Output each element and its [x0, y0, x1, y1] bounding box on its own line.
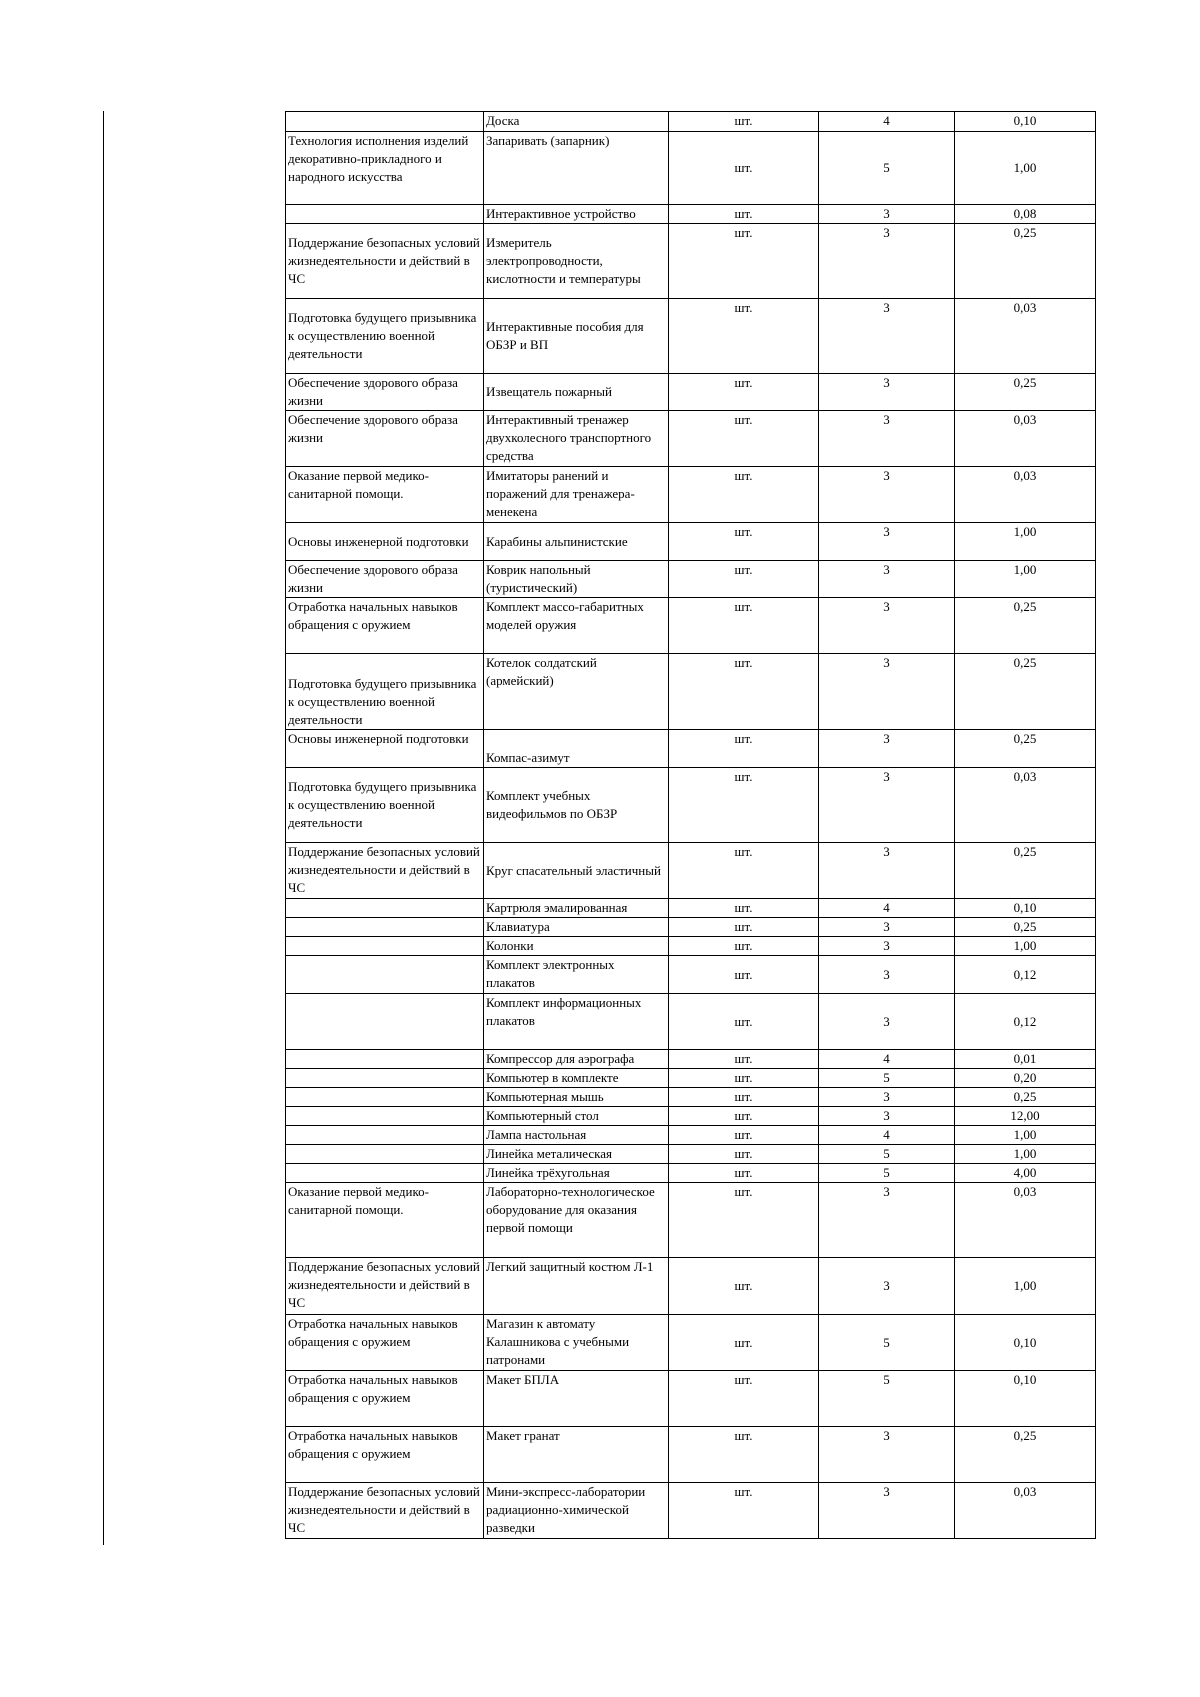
norm-cell: 0,03 — [955, 411, 1096, 467]
table-row — [286, 299, 1096, 374]
quantity-cell: 3 — [819, 730, 955, 768]
section-cell: Обеспечение здорового образа жизни — [286, 411, 484, 467]
quantity-cell: 4 — [819, 899, 955, 918]
item-name-cell: Легкий защитный костюм Л-1 — [484, 1258, 669, 1315]
item-name-cell: Запаривать (запарник) — [484, 132, 669, 205]
section-cell: Подготовка будущего призывника к осуществлению военной деятельности — [286, 299, 484, 374]
item-name-cell: Лампа настольная — [484, 1126, 669, 1145]
quantity-cell: 4 — [819, 1050, 955, 1069]
quantity-cell: 3 — [819, 843, 955, 899]
unit-cell: шт. — [669, 523, 819, 561]
table-row — [286, 1483, 1096, 1539]
quantity-cell: 3 — [819, 1088, 955, 1107]
norm-cell: 0,25 — [955, 224, 1096, 299]
norm-cell: 0,10 — [955, 112, 1096, 132]
unit-cell: шт. — [669, 205, 819, 224]
norm-cell: 0,03 — [955, 299, 1096, 374]
table-row — [286, 1050, 1096, 1069]
norm-cell: 0,01 — [955, 1050, 1096, 1069]
section-cell: Обеспечение здорового образа жизни — [286, 561, 484, 598]
norm-cell: 0,10 — [955, 1315, 1096, 1371]
table-row — [286, 843, 1096, 899]
item-name-cell: Клавиатура — [484, 918, 669, 937]
unit-cell: шт. — [669, 1371, 819, 1427]
unit-cell: шт. — [669, 994, 819, 1050]
section-cell: Отработка начальных навыков обращения с оружием — [286, 598, 484, 654]
section-cell — [286, 1107, 484, 1126]
section-cell — [286, 1126, 484, 1145]
section-cell — [286, 112, 484, 132]
unit-cell: шт. — [669, 1183, 819, 1258]
table-row — [286, 467, 1096, 523]
section-cell — [286, 1050, 484, 1069]
unit-cell: шт. — [669, 224, 819, 299]
norm-cell: 1,00 — [955, 937, 1096, 956]
quantity-cell: 3 — [819, 598, 955, 654]
table-row — [286, 1107, 1096, 1126]
table-row — [286, 523, 1096, 561]
section-cell — [286, 994, 484, 1050]
norm-cell: 1,00 — [955, 1258, 1096, 1315]
item-name-cell: Интерактивное устройство — [484, 205, 669, 224]
section-cell: Обеспечение здорового образа жизни — [286, 374, 484, 411]
quantity-cell: 5 — [819, 132, 955, 205]
quantity-cell: 3 — [819, 205, 955, 224]
table-row — [286, 994, 1096, 1050]
norm-cell: 0,03 — [955, 768, 1096, 843]
unit-cell: шт. — [669, 299, 819, 374]
quantity-cell: 3 — [819, 467, 955, 523]
item-name-cell: Компас-азимут — [484, 730, 669, 768]
norm-cell: 0,25 — [955, 918, 1096, 937]
unit-cell: шт. — [669, 730, 819, 768]
section-cell: Подготовка будущего призывника к осуществлению военной деятельности — [286, 768, 484, 843]
norm-cell: 0,20 — [955, 1069, 1096, 1088]
norm-cell: 0,10 — [955, 1371, 1096, 1427]
section-cell: Поддержание безопасных условий жизнедеятельности и действий в ЧС — [286, 224, 484, 299]
unit-cell: шт. — [669, 654, 819, 730]
unit-cell: шт. — [669, 768, 819, 843]
table-row — [286, 112, 1096, 132]
table-row — [286, 1183, 1096, 1258]
quantity-cell: 5 — [819, 1164, 955, 1183]
item-name-cell: Извещатель пожарный — [484, 374, 669, 411]
item-name-cell: Компьютерный стол — [484, 1107, 669, 1126]
unit-cell: шт. — [669, 112, 819, 132]
section-cell: Отработка начальных навыков обращения с оружием — [286, 1371, 484, 1427]
item-name-cell: Коврик напольный (туристический) — [484, 561, 669, 598]
unit-cell: шт. — [669, 467, 819, 523]
item-name-cell: Комплект массо-габаритных моделей оружия — [484, 598, 669, 654]
quantity-cell: 4 — [819, 112, 955, 132]
section-cell: Технология исполнения изделий декоративно-прикладного и народного искусства — [286, 132, 484, 205]
section-cell — [286, 1088, 484, 1107]
table-row — [286, 224, 1096, 299]
unit-cell: шт. — [669, 411, 819, 467]
quantity-cell: 3 — [819, 374, 955, 411]
section-cell — [286, 937, 484, 956]
norm-cell: 0,08 — [955, 205, 1096, 224]
section-cell — [286, 205, 484, 224]
unit-cell: шт. — [669, 843, 819, 899]
item-name-cell: Колонки — [484, 937, 669, 956]
table-row — [286, 937, 1096, 956]
norm-cell: 0,03 — [955, 467, 1096, 523]
unit-cell: шт. — [669, 918, 819, 937]
norm-cell: 0,25 — [955, 730, 1096, 768]
section-cell: Отработка начальных навыков обращения с оружием — [286, 1315, 484, 1371]
item-name-cell: Картрюля эмалированная — [484, 899, 669, 918]
table-row — [286, 956, 1096, 994]
item-name-cell: Комплект учебных видеофильмов по ОБЗР — [484, 768, 669, 843]
item-name-cell: Доска — [484, 112, 669, 132]
table-row — [286, 918, 1096, 937]
item-name-cell: Комплект информационных плакатов — [484, 994, 669, 1050]
section-cell — [286, 918, 484, 937]
equipment-table — [285, 111, 1096, 1539]
unit-cell: шт. — [669, 561, 819, 598]
item-name-cell: Лабораторно-технологическое оборудование для оказания первой помощи — [484, 1183, 669, 1258]
section-cell: Поддержание безопасных условий жизнедеятельности и действий в ЧС — [286, 843, 484, 899]
section-cell — [286, 1145, 484, 1164]
unit-cell: шт. — [669, 1126, 819, 1145]
item-name-cell: Компьютерная мышь — [484, 1088, 669, 1107]
section-cell: Оказание первой медико-санитарной помощи. — [286, 1183, 484, 1258]
item-name-cell: Комплект электронных плакатов — [484, 956, 669, 994]
quantity-cell: 3 — [819, 1107, 955, 1126]
unit-cell: шт. — [669, 1258, 819, 1315]
equipment-table-body — [286, 112, 1096, 1539]
item-name-cell: Мини-экспресс-лаборатории радиационно-химической разведки — [484, 1483, 669, 1539]
unit-cell: шт. — [669, 1483, 819, 1539]
quantity-cell: 3 — [819, 994, 955, 1050]
section-cell — [286, 956, 484, 994]
quantity-cell: 5 — [819, 1371, 955, 1427]
item-name-cell: Компрессор для аэрографа — [484, 1050, 669, 1069]
norm-cell: 1,00 — [955, 561, 1096, 598]
table-row — [286, 1164, 1096, 1183]
table-row — [286, 768, 1096, 843]
table-row — [286, 132, 1096, 205]
quantity-cell: 3 — [819, 956, 955, 994]
norm-cell: 0,10 — [955, 899, 1096, 918]
norm-cell: 0,12 — [955, 994, 1096, 1050]
norm-cell: 0,03 — [955, 1483, 1096, 1539]
table-row — [286, 374, 1096, 411]
quantity-cell: 3 — [819, 1483, 955, 1539]
quantity-cell: 3 — [819, 1427, 955, 1483]
norm-cell: 1,00 — [955, 1126, 1096, 1145]
item-name-cell: Котелок солдатский (армейский) — [484, 654, 669, 730]
quantity-cell: 3 — [819, 561, 955, 598]
item-name-cell: Макет БПЛА — [484, 1371, 669, 1427]
left-margin-rule — [103, 111, 104, 1545]
unit-cell: шт. — [669, 1069, 819, 1088]
item-name-cell: Карабины альпинистские — [484, 523, 669, 561]
item-name-cell: Магазин к автомату Калашникова с учебными патронами — [484, 1315, 669, 1371]
quantity-cell: 3 — [819, 654, 955, 730]
norm-cell: 0,25 — [955, 1427, 1096, 1483]
unit-cell: шт. — [669, 1427, 819, 1483]
quantity-cell: 3 — [819, 299, 955, 374]
item-name-cell: Измеритель электропроводности, кислотности и температуры — [484, 224, 669, 299]
section-cell — [286, 899, 484, 918]
item-name-cell: Линейка трёхугольная — [484, 1164, 669, 1183]
quantity-cell: 4 — [819, 1126, 955, 1145]
item-name-cell: Интерактивный тренажер двухколесного транспортного средства — [484, 411, 669, 467]
section-cell: Отработка начальных навыков обращения с оружием — [286, 1427, 484, 1483]
unit-cell: шт. — [669, 598, 819, 654]
section-cell: Основы инженерной подготовки — [286, 523, 484, 561]
unit-cell: шт. — [669, 1050, 819, 1069]
table-row — [286, 1258, 1096, 1315]
section-cell — [286, 1069, 484, 1088]
quantity-cell: 3 — [819, 411, 955, 467]
unit-cell: шт. — [669, 899, 819, 918]
section-cell: Поддержание безопасных условий жизнедеятельности и действий в ЧС — [286, 1483, 484, 1539]
table-row — [286, 205, 1096, 224]
section-cell: Поддержание безопасных условий жизнедеятельности и действий в ЧС — [286, 1258, 484, 1315]
unit-cell: шт. — [669, 956, 819, 994]
item-name-cell: Компьютер в комплекте — [484, 1069, 669, 1088]
table-row — [286, 730, 1096, 768]
section-cell — [286, 1164, 484, 1183]
table-row — [286, 1427, 1096, 1483]
norm-cell: 0,03 — [955, 1183, 1096, 1258]
item-name-cell: Линейка металическая — [484, 1145, 669, 1164]
norm-cell: 0,25 — [955, 843, 1096, 899]
table-row — [286, 1315, 1096, 1371]
norm-cell: 0,25 — [955, 654, 1096, 730]
table-row — [286, 654, 1096, 730]
quantity-cell: 5 — [819, 1145, 955, 1164]
norm-cell: 0,12 — [955, 956, 1096, 994]
quantity-cell: 5 — [819, 1315, 955, 1371]
unit-cell: шт. — [669, 937, 819, 956]
norm-cell: 1,00 — [955, 523, 1096, 561]
norm-cell: 0,25 — [955, 598, 1096, 654]
section-cell: Основы инженерной подготовки — [286, 730, 484, 768]
quantity-cell: 3 — [819, 1258, 955, 1315]
quantity-cell: 3 — [819, 937, 955, 956]
item-name-cell: Круг спасательный эластичный — [484, 843, 669, 899]
table-row — [286, 598, 1096, 654]
quantity-cell: 5 — [819, 1069, 955, 1088]
norm-cell: 0,25 — [955, 1088, 1096, 1107]
quantity-cell: 3 — [819, 1183, 955, 1258]
quantity-cell: 3 — [819, 768, 955, 843]
quantity-cell: 3 — [819, 918, 955, 937]
section-cell: Подготовка будущего призывника к осуществлению военной деятельности — [286, 654, 484, 730]
table-row — [286, 1371, 1096, 1427]
table-row — [286, 561, 1096, 598]
norm-cell: 4,00 — [955, 1164, 1096, 1183]
unit-cell: шт. — [669, 1315, 819, 1371]
table-row — [286, 1126, 1096, 1145]
norm-cell: 1,00 — [955, 132, 1096, 205]
table-row — [286, 1088, 1096, 1107]
section-cell: Оказание первой медико-санитарной помощи. — [286, 467, 484, 523]
norm-cell: 0,25 — [955, 374, 1096, 411]
unit-cell: шт. — [669, 374, 819, 411]
table-row — [286, 1069, 1096, 1088]
table-row — [286, 899, 1096, 918]
table-row — [286, 1145, 1096, 1164]
unit-cell: шт. — [669, 132, 819, 205]
unit-cell: шт. — [669, 1145, 819, 1164]
unit-cell: шт. — [669, 1088, 819, 1107]
unit-cell: шт. — [669, 1107, 819, 1126]
quantity-cell: 3 — [819, 523, 955, 561]
item-name-cell: Макет гранат — [484, 1427, 669, 1483]
table-row — [286, 411, 1096, 467]
quantity-cell: 3 — [819, 224, 955, 299]
norm-cell: 12,00 — [955, 1107, 1096, 1126]
item-name-cell: Имитаторы ранений и поражений для тренажера-менекена — [484, 467, 669, 523]
item-name-cell: Интерактивные пособия для ОБЗР и ВП — [484, 299, 669, 374]
norm-cell: 1,00 — [955, 1145, 1096, 1164]
unit-cell: шт. — [669, 1164, 819, 1183]
